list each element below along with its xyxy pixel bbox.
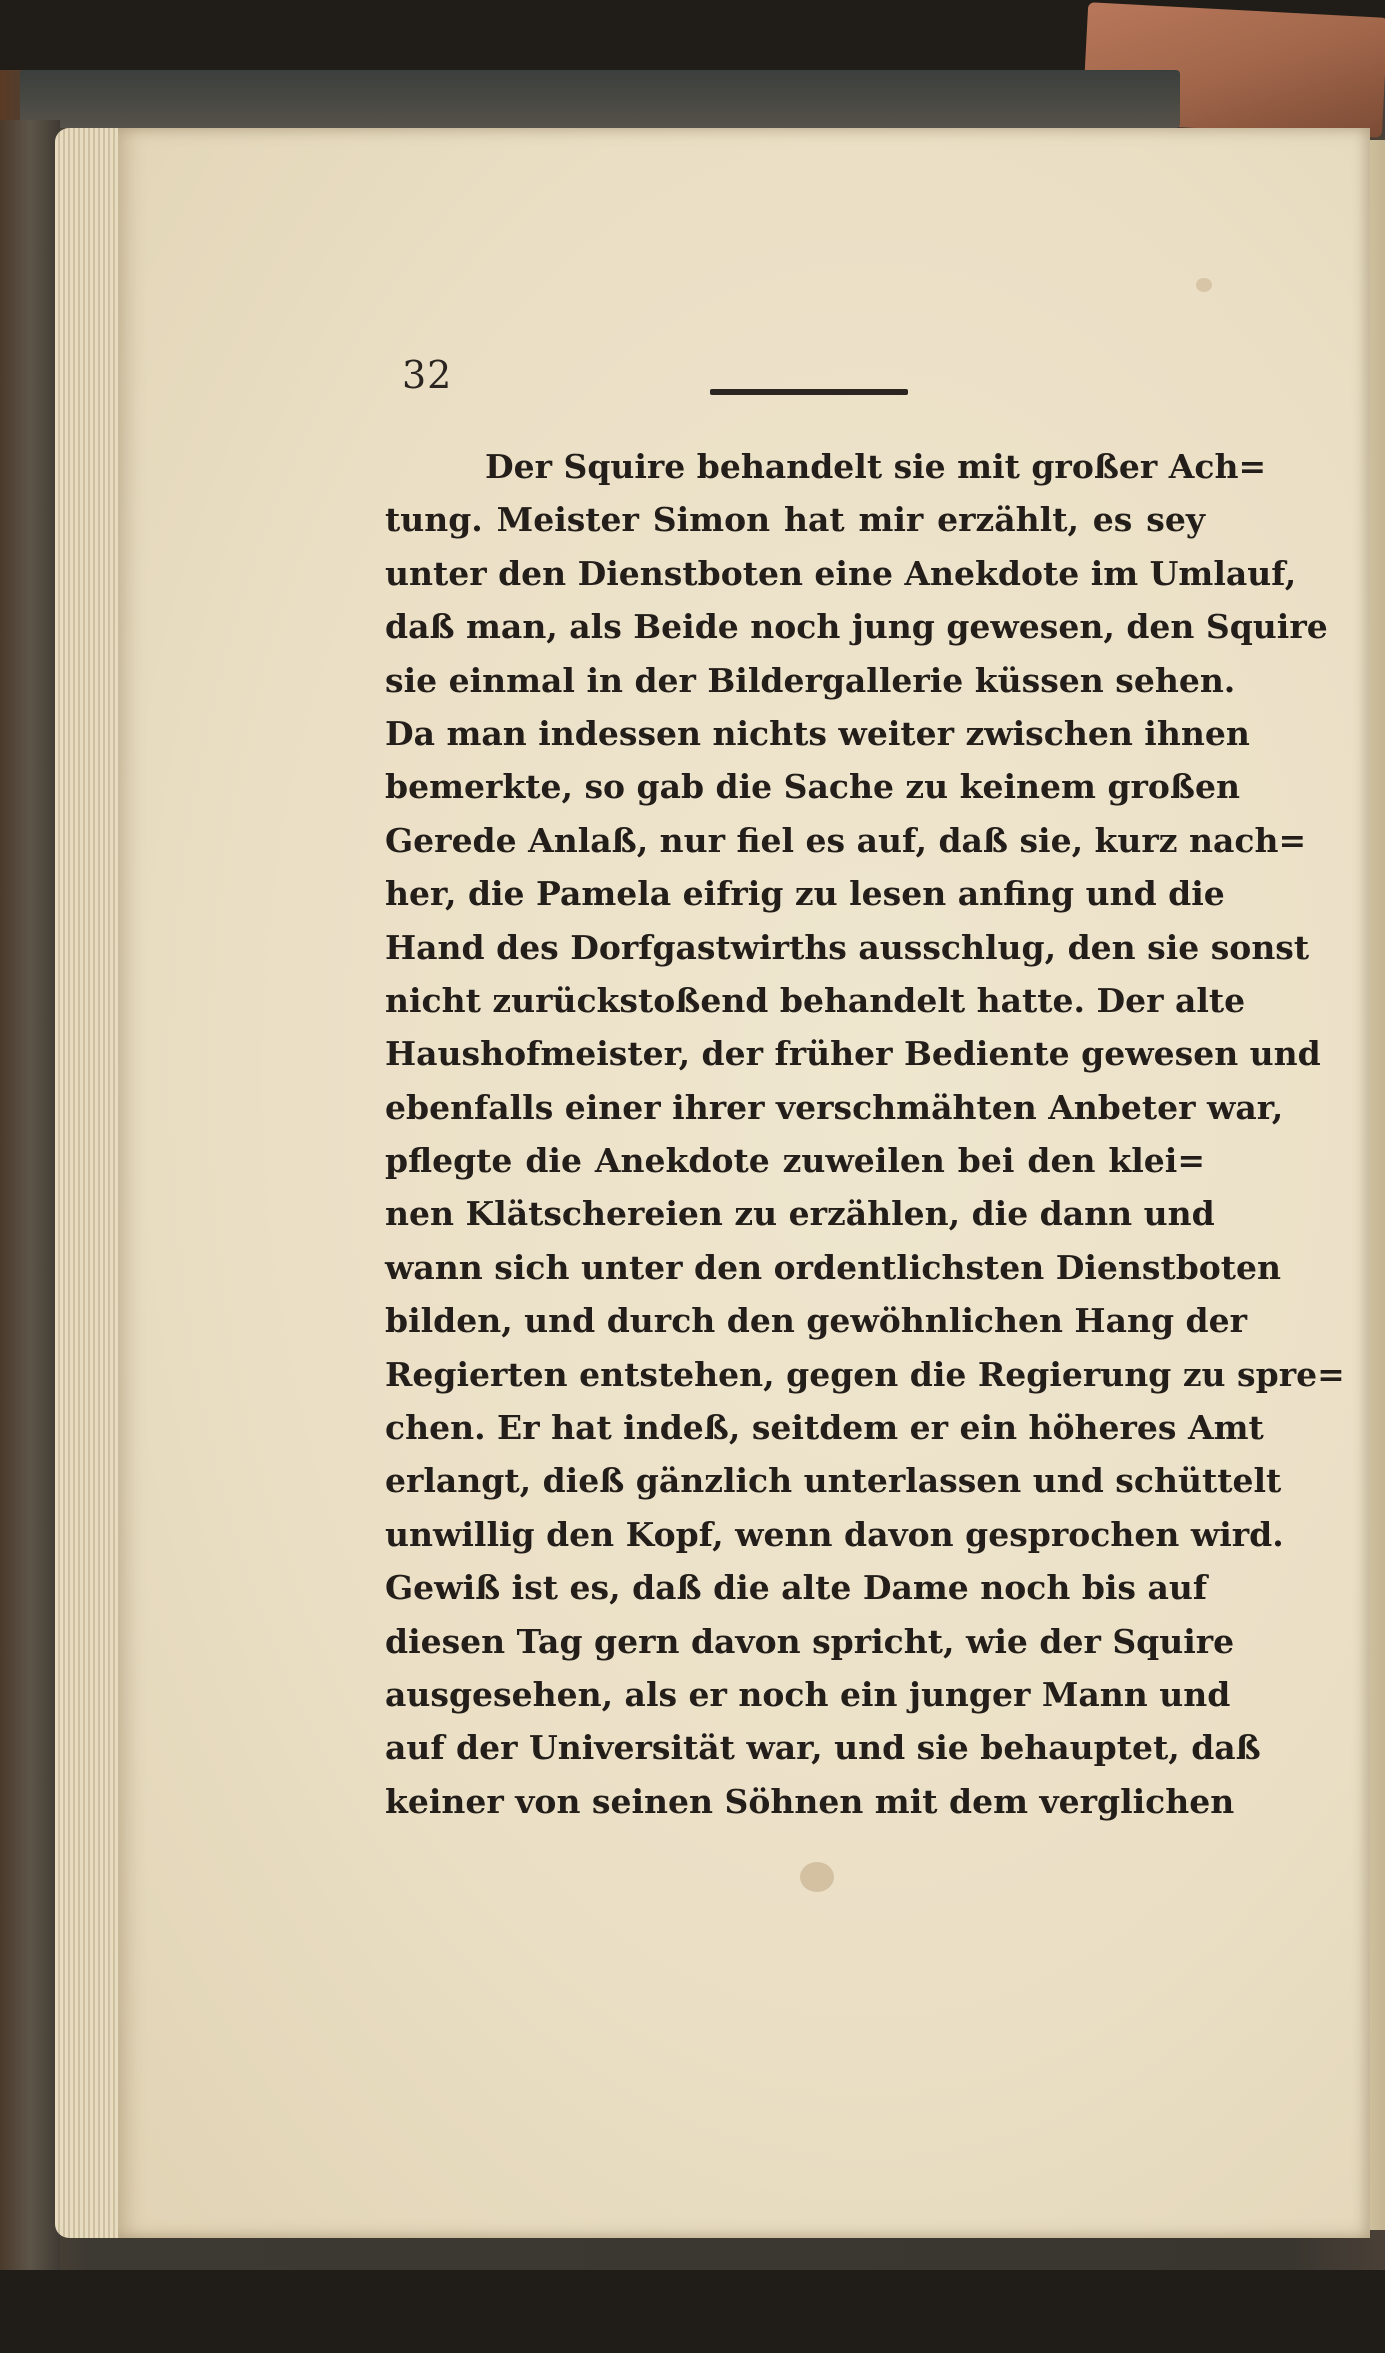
text-line: Regierten entstehen, gegen die Regierung zu spre=	[385, 1354, 1345, 1394]
text-line: bilden, und durch den gewöhnlichen Hang der	[385, 1301, 1247, 1341]
cover-top-edge	[20, 70, 1180, 128]
text-line: ausgesehen, als er noch ein junger Mann und	[385, 1674, 1231, 1714]
paper-stain	[1196, 278, 1212, 292]
text-line: sie einmal in der Bildergallerie küssen sehen.	[385, 660, 1236, 700]
text-line: pflegte die Anekdote zuweilen bei den klei=	[385, 1141, 1205, 1181]
text-line: Gewiß ist es, daß die alte Dame noch bis auf	[385, 1568, 1208, 1608]
text-line: auf der Universität war, und sie behauptet, daß	[385, 1728, 1261, 1768]
text-line: nen Klätschereien zu erzählen, die dann und	[385, 1194, 1215, 1234]
text-line: keiner von seinen Söhnen mit dem verglichen	[385, 1781, 1235, 1821]
text-line: tung. Meister Simon hat mir erzählt, es sey	[385, 500, 1205, 540]
page-text	[385, 440, 1345, 1828]
text-line: her, die Pamela eifrig zu lesen anfing und die	[385, 874, 1225, 914]
text-line: Da man indessen nichts weiter zwischen ihnen	[385, 713, 1250, 753]
text-line: bemerkte, so gab die Sache zu keinem großen	[385, 767, 1240, 807]
cover-spine-edge	[0, 120, 60, 2270]
text-line: unwillig den Kopf, wenn davon gesprochen wird.	[385, 1514, 1284, 1554]
header-rule	[710, 389, 908, 395]
text-line: Der Squire behandelt sie mit großer Ach=	[485, 447, 1267, 486]
text-line: unter den Dienstboten eine Anekdote im Umlauf,	[385, 553, 1297, 593]
text-line: Haushofmeister, der früher Bediente gewesen und	[385, 1034, 1321, 1074]
paper-stain	[800, 1862, 834, 1892]
text-line: Gerede Anlaß, nur fiel es auf, daß sie, kurz nach=	[385, 820, 1307, 860]
text-line: diesen Tag gern davon spricht, wie der Squire	[385, 1621, 1235, 1661]
text-line: ebenfalls einer ihrer verschmähten Anbeter war,	[385, 1087, 1284, 1127]
text-line: chen. Er hat indeß, seitdem er ein höheres Amt	[385, 1408, 1264, 1448]
text-line: nicht zurückstoßend behandelt hatte. Der alte	[385, 980, 1246, 1020]
text-line: daß man, als Beide noch jung gewesen, den Squire	[385, 607, 1328, 647]
text-line: erlangt, dieß gänzlich unterlassen und schüttelt	[385, 1461, 1282, 1501]
text-line: wann sich unter den ordentlichsten Dienstboten	[385, 1247, 1282, 1287]
page-number: 32	[402, 353, 453, 397]
text-line: Hand des Dorfgastwirths ausschlug, den sie sonst	[385, 927, 1310, 967]
